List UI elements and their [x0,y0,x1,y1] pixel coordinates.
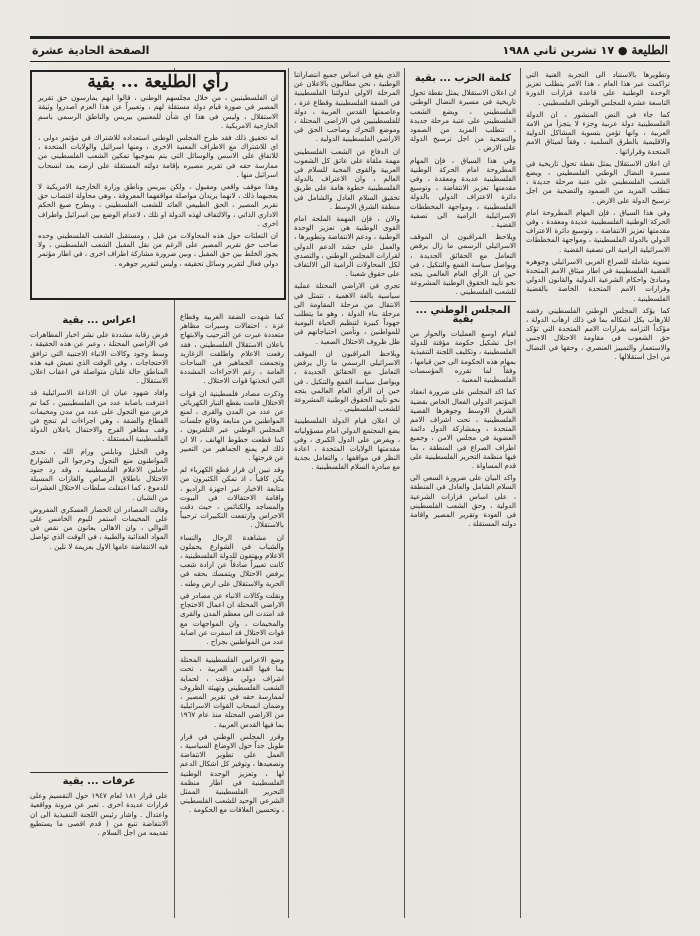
editorial-paragraph: انه تحقيق ذلك فقد طرح المجلس الوطني استعداده للاشتراك في مؤتمر دولي ، اي للاشتراك مع الاطراف المعنية الاخرى ، ومنها اسرائيل والولايات المتحدة ، للاتفاق على الاسس والوسائل التي يتم بموجبها تمكين الشعب الفلسطيني من ممارسة حقه في تقرير مصيره بإقامة دولته المستقلة على ارضه بعد انسحاب اسرائيل منها . [38,133,278,179]
celebrations-paragraph: ان مشاهدة الرجال والنساء والشباب في الشوارع يحملون الاعلام ويهتفون للدولة الفلسطينية ، كانت تعبيراً صادقاً عن ارادة شعب يرفض الاحتلال ويتمسك بحقه في الحرية والاستقلال على ارض وطنه . [180,532,284,588]
right-paragraph: كما يؤكد المجلس الوطني الفلسطيني رفضه للارهاب بكل اشكاله بما في ذلك ارهاب الدولة ، مؤكداً التزامه بقرارات الامم المتحدة التي تؤكد حق الشعوب في مقاومة الاحتلال الاجنبي والاستعمار والتمييز العنصري ، وحقها في النضال من اجل استقلالها . [526,305,670,361]
aras-paragraph: وافاد شهود عيان ان الاذاعة الاسرائيلية قد اعترفت باصابة عدد من الفلسطينيين ، كما تم فرض منع التجول على عدد من مدن ومخيمات القطاع والضفة ، وهي اجراءات لم تنجح في وقف مظاهر الفرح والاحتفال باعلان الدولة الفلسطينية المستقلة . [30,388,168,444]
publication-name: الطليعة [631,43,668,57]
celebrations-paragraph: كما شهدت الضفة الغربية وقطاع غزة ، احتفالات وسيرات مظاهر متعددة عبرت عن الترحيب والابتهاج باعلان الاستقلال الفلسطيني ، فقد رفعت الاعلام واطلقت الزغاريد وتجمعت الجماهير في الساحات العامة ، رغم الاجراءات المشددة التي اتخذتها قوات الاحتلال . [180,312,284,386]
issue-date: ١٧ تشرين ثاني ١٩٨٨ [502,44,615,57]
editorial-paragraph: ان الفلسطينيين ، من خلال مجلسهم الوطني ، قالوا انهم يمارسون حق تقرير المصير في صورة قيام دولة مستقلة لهم ، وتعبيراً عن هذا العزم اصدروا وثيقة الاستقلال ، وليس في هذا اي شأن للمعنيين بيريس والناطق الرسمي باسم الخارجية الامريكية . [38,93,278,130]
party-paragraph: ويلاحظ المراقبون ان الموقف الاسرائيلي الرسمي ما زال يرفض التعامل مع الحقائق الجديدة ، ويواصل سياسة القمع والتنكيل ، في حين ان الرأي العام العالمي يتجه نحو تأييد الحقوق الوطنية المشروعة للشعب الفلسطيني . [294,348,400,414]
arafat-title: عرفات ... بقية [62,776,136,787]
editorial-title: رأي الطليعة ... بقية [87,72,229,92]
right-paragraph: ان اعلان الاستقلال يمثل نقطة تحول تاريخية في مسيرة النضال الوطني الفلسطيني ، ويضع الشعب الفلسطيني على عتبة مرحلة جديدة ، تتطلب المزيد من الصمود والتضحية من اجل ترسيخ الدولة على الارض . [526,158,670,205]
party-word-title: كلمة الحزب ... بقية [414,73,512,84]
party-paragraph: ان الدفاع عن الشعب الفلسطيني مهمة ملقاة على عاتق كل الشعوب العربية والقوى المحبة للسلام في العالم ، وان الاعتراف بالدولة الفلسطينية خطوة هامة على طريق تحقيق السلام العادل والشامل في منطقة الشرق الاوسط . [294,146,400,211]
national-council-paragraph: لقيام اوسع العمليات والحوار من اجل تشكيل حكومة مؤقتة للدولة الفلسطينية ، وتكليف اللجنة التنفيذية بمهام هذه الحكومة الى حين قيامها ، وفقاً لما تقرره المؤسسات الفلسطينية المعنية . [410,329,516,385]
party-paragraph: الذي يقع في اساس جميع انتصاراتنا الوطنية ، نحن مطالبون بالاعلان عن المرحلة الاولى لدولتنا الفلسطينية في الضفة الفلسطينية وقطاع غزة ، وعاصمتها القدس العربية ، دولة للفلسطينيين في الاراضي المحتلة ، وموضع التحرك وصاحب الحق في الاراضي الفلسطينية الدولية . [294,70,400,144]
arafat-article [30,772,168,919]
right-paragraph: تسوية شاملة للصراع العربي الاسرائيلي وجوهره القضية الفلسطينية في اطار ميثاق الامم المتحدة ومبادئ واحكام الشرعية الدولية والقانون الدولي وقرارات الامم المتحدة الخاصة بالقضية الفلسطينية . [526,256,670,303]
right-paragraph: كما جاء في النص المنشور ، ان الدولة الفلسطينية دولة عربية وجزء لا يتجزأ من الامة العربية ، وانها تؤمن بتسوية المشاكل الدولية والاقليمية بالطرق السلمية ، وفقاً لميثاق الامم المتحدة وقراراتها . [526,109,670,156]
aras-paragraph: وقالت المصادر ان الحصار العسكري المفروض على المخيمات استمر لليوم الخامس على التوالي ، وان الاهالي يعانون من نقص في المواد الغذائية والطبية ، في الوقت الذي تواصل فيه الانتفاضة عامها الاول بعزيمة لا تلين . [30,504,168,551]
party-paragraph: والان ، فإن المهمة الملحة امام القوى الوطنية هي تعزيز الوحدة الوطنية ، ودعم الانتفاضة وتطويرها ، والعمل على حشد الدعم الدولي لقرارات المجلس الوطني ، والتصدي لكل المحاولات الرامية الى الالتفاف على حقوق شعبنا . [294,214,400,279]
party-paragraph: تجري في الاراضي المحتلة عملية سياسية بالغة الاهمية ، تتمثل في الانتقال من مرحلة المقاومة الى مرحلة بناء الدولة ، وهو ما يتطلب جهوداً كبيرة لتنظيم الحياة اليومية للمواطنين ، وتأمين احتياجاتهم في ظل ظروف الاحتلال الصعبة . [294,281,400,346]
aras-article [30,312,168,760]
aras-paragraph: وفي الخليل ونابلس ورام الله ، تحدى المواطنون منع التجول وخرجوا الى الشوارع حاملين الاعلام الفلسطينية ، وقد رد جنود الاحتلال باطلاق الرصاص والغازات المسيلة للدموع ، كما اعتقلت سلطات الاحتلال العشرات من الشبان . [30,446,168,502]
party-word-paragraph: ان اعلان الاستقلال يمثل نقطة تحول تاريخية في مسيرة النضال الوطني الفلسطيني ، ويضع الشعب الفلسطيني على عتبة مرحلة جديدة ، تتطلب المزيد من الصمود والتضحية من اجل ترسيخ الدولة على الارض . [410,88,516,153]
party-word-article [410,70,516,918]
aras-paragraph: فرض رقابة مشددة على نشر اخبار المظاهرات في الاراضي المحتلة ، وعبر عن هذه الحقيقة ، وسط وجود وكالات الانباء الاجنبية التي ترافق الاحتجاجات ، وفي الوقت الذي تعيش فيه هذه المناطق حالة غليان متواصلة في اعقاب اعلان الاستقلال . [30,330,168,386]
divider [180,650,284,651]
column-rule [288,68,289,918]
aras-title: اعراس ... بقية [62,315,136,326]
celebrations-article [180,312,284,918]
divider [410,301,516,302]
national-council-paragraph: كما اكد المجلس على ضرورة انعقاد المؤتمر الدولي الفعال الخاص بقضية الشرق الاوسط وجوهرها القضية الفلسطينية ، تحت اشراف الامم المتحدة ، وبمشاركة الدول دائمة العضوية في مجلس الامن ، وجميع اطراف الصراع في المنطقة ، بما فيها منظمة التحرير الفلسطينية على قدم المساواة . [410,387,516,470]
header-left: الطليعة ● ١٧ تشرين ثاني ١٩٨٨ [502,43,668,57]
party-word-paragraph: ويلاحظ المراقبون ان الموقف الاسرائيلي الرسمي ما زال يرفض التعامل مع الحقائق الجديدة ، ويواصل سياسة القمع والتنكيل ، في حين ان الرأي العام العالمي يتجه نحو تأييد الحقوق الوطنية المشروعة للشعب الفلسطيني . [410,232,516,297]
page-header [30,36,670,62]
party-paragraph: ان اعلان قيام الدولة الفلسطينية يضع المجتمع الدولي امام مسؤولياته ، ويفرض على الدول الكبرى ، وفي مقدمتها الولايات المتحدة ، اعادة النظر في مواقفها ، والتعامل بجدية مع مبادرة السلام الفلسطينية . [294,416,400,472]
national-council-paragraph: واكد البيان على ضرورة السعي الى السلام الشامل والعادل في المنطقة ، على اساس قرارات الشرعية الدولية ، وحق الشعب الفلسطيني في العودة وتقرير المصير واقامة دولته المستقلة . [410,473,516,529]
arafat-paragraph: على قرار ١٨١ لعام ١٩٤٧ حول التقسيم وعلى قرارات عديدة اخرى . تعبر عن مرونة وواقعية واعتدال . واشار رئيس اللجنة التنفيذية الى ان الانتفاضة تنبع من ( قدم اقصى ما يستطيع تقديمه من اجل السلام . [30,791,168,838]
page-label: الصفحة الحادية عشرة [32,43,150,57]
party-word-column [294,70,400,918]
celebrations-paragraph: وقرر المجلس الوطني في قرار طويل جداً حول الاوضاع السياسية ، العمل على تطوير الانتفاضة وتصعيدها ، وتوفير كل اشكال الدعم لها ، وتعزيز الوحدة الوطنية الفلسطينية في اطار منظمة التحرير الفلسطينية الممثل الشرعي الوحيد للشعب الفلسطيني ، وتحسين العلاقات مع الحكومة . [180,731,284,815]
celebrations-paragraph: وضع الاعراس الفلسطينية المحتلة بما فيها القدس العربية ، تحت اشراف دولي مؤقت ، لحماية الشعب الفلسطيني وتهيئة الظروف لممارسة حقه في تقرير المصير ، وضمان انسحاب القوات الاسرائيلية من الاراضي المحتلة منذ عام ١٩٦٧ بما فيها القدس العربية . [180,655,284,729]
party-word-paragraph: وفي هذا السياق ، فإن المهام المطروحة امام الحركة الوطنية الفلسطينية عديدة ومعقدة ، وفي مقدمتها تعزيز الانتفاضة ، وتوسيع دائرة الاعتراف الدولي بالدولة الفلسطينية ، ومواجهة المخططات الاسرائيلية الرامية الى تصفية القضية . [410,155,516,230]
editorial-paragraph: ان التعلثات حول هذه المحاولات من قبل ، ومستقبل الشعب الفلسطيني وحده صاحب حق تقرير المصير على الرغم من نقل المقبل الشعب الفلسطيني ، ولا يجوز الخلط بين حق المقبل ، وبين ضرورة مشاركة اطراف اخرى ، في اطار مؤتمر دولي فعال لتقرير وسائل تحقيقه ، وليس لتقرير جوهره . [38,231,278,268]
right-paragraph: وتطويرها بالاستناد الى التجربة الغنية التي تراكمت عبر هذا العام ، هذا الامر يتطلب تعزيز الوحدة الوطنية على قاعدة قرارات الدورة التاسعة عشرة للمجلس الوطني الفلسطيني . [526,70,670,107]
column-rule [520,68,521,918]
celebrations-paragraph: وقد تبين ان قرار قطع الكهرباء لم يكن كافياً ، اذ تمكن الكثيرون من متابعة الاخبار عبر اجهزة الراديو ، واقامة الاحتفالات في البيوت والمساجد والكنائس ، حيث دقت الاجراس وارتفعت التكبيرات ترحيباً بالاستقلال . [180,465,284,530]
column-rule [404,68,405,918]
celebrations-paragraph: ونقلت وكالات الانباء عن مصادر في الاراضي المحتلة ان اعمال الاحتجاج قد امتدت الى معظم المدن والقرى والمخيمات ، وان المواجهات مع قوات الاحتلال قد اسفرت عن اصابة عدد من المواطنين بجراح . [180,590,284,646]
right-paragraph: وفي هذا السياق ، فإن المهام المطروحة امام الحركة الوطنية الفلسطينية عديدة ومعقدة ، وفي مقدمتها تعزيز الانتفاضة ، وتوسيع دائرة الاعتراف الدولي بالدولة الفلسطينية ، ومواجهة المخططات الاسرائيلية الرامية الى تصفية القضية . [526,207,670,254]
right-column [526,70,670,918]
editorial-box [30,70,286,300]
celebrations-paragraph: وذكرت مصادر فلسطينية ان قوات الاحتلال قامت بقطع التيار الكهربائي عن عدد من المدن والقرى ، لمنع المواطنين من متابعة وقائع جلسات المجلس الوطني عبر التلفزيون ، كما قطعت خطوط الهاتف ، الا ان ذلك لم يمنع الجماهير من التعبير عن فرحتها . [180,388,284,463]
national-council-title: المجلس الوطني ... بقية [415,304,511,325]
editorial-paragraph: وهذا موقف واقعي ومقبول ، ولكن بيريس وناطق وزارة الخارجية الامريكية لا يعجبهما ذلك ، لانهما يريدان مواصلة مواقفهما المعروفة ، وهي محاولة اغتصاب حق تقرير المصير ، الحق الطبيعي العائد للشعب الفلسطيني ، وبطرح صيغ الحكم الاداري الذاتي ، والالتفاف لهذه الدولة او تلك ، لاعدام الوضع بين اسرائيل واطراف اخرى . [38,182,278,228]
